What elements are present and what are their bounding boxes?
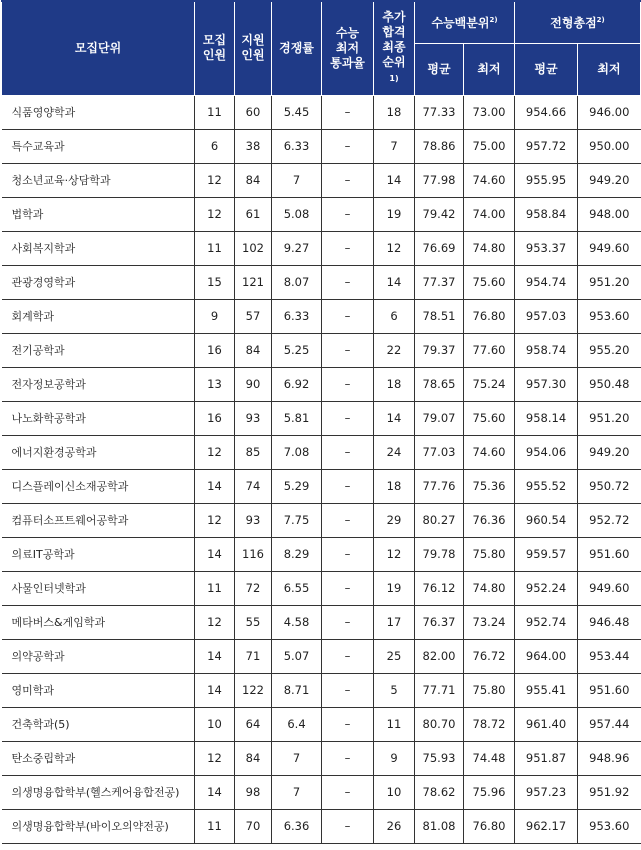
- cell-quota: 12: [195, 197, 235, 231]
- cell-unit-name: 전자정보공학과: [2, 367, 195, 401]
- cell-pct-avg: 76.12: [415, 571, 464, 605]
- cell-quota: 9: [195, 299, 235, 333]
- cell-pct-min: 76.80: [464, 299, 515, 333]
- cell-pct-min: 76.72: [464, 639, 515, 673]
- cell-csat-pass-rate: –: [322, 741, 374, 775]
- cell-extra-rank: 14: [374, 401, 415, 435]
- cell-csat-pass-rate: –: [322, 299, 374, 333]
- table-body: [2, 95, 641, 843]
- cell-quota: 11: [195, 809, 235, 843]
- cell-total-min: 949.60: [578, 571, 641, 605]
- cell-extra-rank: 10: [374, 775, 415, 809]
- cell-applicants: 122: [235, 673, 272, 707]
- cell-ratio: 5.25: [272, 333, 322, 367]
- header-extra-rank: 추가 합격 최종 순위 1): [374, 1, 415, 95]
- cell-pct-avg: 75.93: [415, 741, 464, 775]
- cell-total-avg: 954.06: [515, 435, 578, 469]
- cell-extra-rank: 29: [374, 503, 415, 537]
- cell-quota: 12: [195, 741, 235, 775]
- cell-pct-min: 75.60: [464, 265, 515, 299]
- cell-ratio: 5.08: [272, 197, 322, 231]
- cell-ratio: 5.45: [272, 95, 322, 129]
- header-total-score: 전형총점$^{2)}$: [515, 1, 641, 43]
- header-ratio: 경쟁률: [272, 1, 322, 95]
- cell-quota: 12: [195, 435, 235, 469]
- cell-pct-avg: 77.71: [415, 673, 464, 707]
- cell-total-min: 946.00: [578, 95, 641, 129]
- cell-extra-rank: 11: [374, 707, 415, 741]
- cell-total-avg: 954.66: [515, 95, 578, 129]
- cell-total-avg: 957.30: [515, 367, 578, 401]
- cell-total-avg: 952.24: [515, 571, 578, 605]
- cell-total-min: 953.44: [578, 639, 641, 673]
- cell-csat-pass-rate: –: [322, 673, 374, 707]
- cell-total-avg: 958.14: [515, 401, 578, 435]
- cell-csat-pass-rate: –: [322, 95, 374, 129]
- cell-pct-avg: 82.00: [415, 639, 464, 673]
- cell-quota: 11: [195, 95, 235, 129]
- cell-total-avg: 958.74: [515, 333, 578, 367]
- cell-pct-avg: 77.03: [415, 435, 464, 469]
- cell-unit-name: 의생명융합학부(헬스케어융합전공): [2, 775, 195, 809]
- cell-applicants: 55: [235, 605, 272, 639]
- cell-pct-min: 74.00: [464, 197, 515, 231]
- cell-unit-name: 사회복지학과: [2, 231, 195, 265]
- cell-pct-min: 75.36: [464, 469, 515, 503]
- cell-quota: 6: [195, 129, 235, 163]
- cell-pct-avg: 78.86: [415, 129, 464, 163]
- cell-csat-pass-rate: –: [322, 775, 374, 809]
- cell-ratio: 6.92: [272, 367, 322, 401]
- table-row: [2, 401, 641, 435]
- cell-unit-name: 의약공학과: [2, 639, 195, 673]
- cell-applicants: 57: [235, 299, 272, 333]
- cell-csat-pass-rate: –: [322, 503, 374, 537]
- cell-unit-name: 메타버스&게임학과: [2, 605, 195, 639]
- table-row: [2, 469, 641, 503]
- cell-extra-rank: 12: [374, 231, 415, 265]
- cell-ratio: 6.33: [272, 129, 322, 163]
- cell-extra-rank: 9: [374, 741, 415, 775]
- table-row: [2, 129, 641, 163]
- cell-ratio: 5.29: [272, 469, 322, 503]
- cell-extra-rank: 14: [374, 163, 415, 197]
- cell-total-min: 951.60: [578, 673, 641, 707]
- cell-total-min: 950.00: [578, 129, 641, 163]
- cell-csat-pass-rate: –: [322, 401, 374, 435]
- cell-quota: 14: [195, 639, 235, 673]
- cell-pct-min: 74.80: [464, 231, 515, 265]
- cell-quota: 10: [195, 707, 235, 741]
- cell-unit-name: 사물인터넷학과: [2, 571, 195, 605]
- cell-total-min: 953.60: [578, 299, 641, 333]
- cell-quota: 14: [195, 469, 235, 503]
- header-applicants: 지원 인원: [235, 1, 272, 95]
- cell-applicants: 84: [235, 333, 272, 367]
- cell-total-min: 949.20: [578, 163, 641, 197]
- cell-pct-min: 76.36: [464, 503, 515, 537]
- cell-pct-min: 78.72: [464, 707, 515, 741]
- cell-ratio: 7.08: [272, 435, 322, 469]
- cell-total-min: 955.20: [578, 333, 641, 367]
- cell-pct-min: 74.48: [464, 741, 515, 775]
- table-row: [2, 197, 641, 231]
- table-row: [2, 741, 641, 775]
- cell-total-avg: 962.17: [515, 809, 578, 843]
- cell-extra-rank: 6: [374, 299, 415, 333]
- cell-total-min: 948.96: [578, 741, 641, 775]
- cell-csat-pass-rate: –: [322, 469, 374, 503]
- cell-applicants: 93: [235, 503, 272, 537]
- cell-quota: 11: [195, 231, 235, 265]
- cell-csat-pass-rate: –: [322, 605, 374, 639]
- cell-unit-name: 관광경영학과: [2, 265, 195, 299]
- cell-total-avg: 964.00: [515, 639, 578, 673]
- cell-ratio: 7: [272, 775, 322, 809]
- cell-extra-rank: 19: [374, 197, 415, 231]
- cell-total-min: 950.48: [578, 367, 641, 401]
- cell-applicants: 64: [235, 707, 272, 741]
- cell-unit-name: 나노화학공학과: [2, 401, 195, 435]
- cell-applicants: 116: [235, 537, 272, 571]
- cell-csat-pass-rate: –: [322, 231, 374, 265]
- cell-quota: 12: [195, 163, 235, 197]
- cell-total-avg: 957.72: [515, 129, 578, 163]
- cell-applicants: 84: [235, 741, 272, 775]
- cell-total-avg: 952.74: [515, 605, 578, 639]
- cell-extra-rank: 7: [374, 129, 415, 163]
- cell-applicants: 90: [235, 367, 272, 401]
- cell-total-avg: 957.03: [515, 299, 578, 333]
- cell-extra-rank: 18: [374, 469, 415, 503]
- cell-pct-min: 74.60: [464, 163, 515, 197]
- cell-quota: 14: [195, 673, 235, 707]
- table-row: [2, 775, 641, 809]
- cell-pct-avg: 77.76: [415, 469, 464, 503]
- cell-total-min: 946.48: [578, 605, 641, 639]
- cell-ratio: 7.75: [272, 503, 322, 537]
- cell-applicants: 72: [235, 571, 272, 605]
- cell-ratio: 8.71: [272, 673, 322, 707]
- header-pct-min: 최저: [464, 43, 515, 95]
- cell-applicants: 61: [235, 197, 272, 231]
- cell-extra-rank: 18: [374, 95, 415, 129]
- cell-pct-avg: 77.98: [415, 163, 464, 197]
- table-row: [2, 265, 641, 299]
- cell-pct-min: 74.80: [464, 571, 515, 605]
- cell-csat-pass-rate: –: [322, 537, 374, 571]
- cell-total-min: 952.72: [578, 503, 641, 537]
- cell-quota: 13: [195, 367, 235, 401]
- cell-total-avg: 953.37: [515, 231, 578, 265]
- cell-pct-avg: 81.08: [415, 809, 464, 843]
- cell-ratio: 5.81: [272, 401, 322, 435]
- cell-quota: 11: [195, 571, 235, 605]
- cell-csat-pass-rate: –: [322, 129, 374, 163]
- cell-applicants: 93: [235, 401, 272, 435]
- cell-total-avg: 954.74: [515, 265, 578, 299]
- cell-pct-avg: 79.07: [415, 401, 464, 435]
- cell-total-avg: 955.41: [515, 673, 578, 707]
- cell-total-avg: 951.87: [515, 741, 578, 775]
- cell-total-min: 951.60: [578, 537, 641, 571]
- cell-total-min: 949.60: [578, 231, 641, 265]
- cell-extra-rank: 25: [374, 639, 415, 673]
- cell-extra-rank: 5: [374, 673, 415, 707]
- cell-csat-pass-rate: –: [322, 333, 374, 367]
- header-pct-avg: 평균: [415, 43, 464, 95]
- cell-ratio: 6.4: [272, 707, 322, 741]
- table-row: [2, 707, 641, 741]
- cell-applicants: 74: [235, 469, 272, 503]
- header-csat-pass: 수능 최저 통과율: [322, 1, 374, 95]
- cell-csat-pass-rate: –: [322, 571, 374, 605]
- cell-pct-avg: 79.37: [415, 333, 464, 367]
- cell-applicants: 98: [235, 775, 272, 809]
- cell-pct-avg: 80.27: [415, 503, 464, 537]
- cell-total-min: 949.20: [578, 435, 641, 469]
- cell-total-avg: 957.23: [515, 775, 578, 809]
- cell-quota: 16: [195, 333, 235, 367]
- cell-ratio: 6.55: [272, 571, 322, 605]
- cell-csat-pass-rate: –: [322, 809, 374, 843]
- cell-applicants: 121: [235, 265, 272, 299]
- cell-pct-avg: 77.37: [415, 265, 464, 299]
- cell-unit-name: 컴퓨터소프트웨어공학과: [2, 503, 195, 537]
- cell-total-avg: 955.52: [515, 469, 578, 503]
- cell-ratio: 6.36: [272, 809, 322, 843]
- cell-extra-rank: 12: [374, 537, 415, 571]
- cell-extra-rank: 19: [374, 571, 415, 605]
- cell-pct-min: 77.60: [464, 333, 515, 367]
- cell-csat-pass-rate: –: [322, 265, 374, 299]
- cell-ratio: 4.58: [272, 605, 322, 639]
- cell-ratio: 8.07: [272, 265, 322, 299]
- cell-quota: 14: [195, 537, 235, 571]
- cell-total-min: 951.92: [578, 775, 641, 809]
- cell-unit-name: 에너지환경공학과: [2, 435, 195, 469]
- cell-pct-min: 75.80: [464, 673, 515, 707]
- cell-csat-pass-rate: –: [322, 435, 374, 469]
- table-row: [2, 571, 641, 605]
- cell-quota: 15: [195, 265, 235, 299]
- cell-total-min: 951.20: [578, 265, 641, 299]
- cell-unit-name: 디스플레이신소재공학과: [2, 469, 195, 503]
- cell-ratio: 7: [272, 741, 322, 775]
- cell-unit-name: 식품영양학과: [2, 95, 195, 129]
- cell-unit-name: 의생명융합학부(바이오의약전공): [2, 809, 195, 843]
- cell-total-avg: 960.54: [515, 503, 578, 537]
- cell-quota: 12: [195, 503, 235, 537]
- header-csat-percentile: 수능백분위$^{2)}$: [415, 1, 515, 43]
- header-unit: 모집단위: [2, 1, 195, 95]
- table-row: [2, 95, 641, 129]
- cell-pct-min: 74.60: [464, 435, 515, 469]
- cell-total-avg: 958.84: [515, 197, 578, 231]
- cell-quota: 16: [195, 401, 235, 435]
- cell-pct-avg: 78.65: [415, 367, 464, 401]
- cell-extra-rank: 17: [374, 605, 415, 639]
- table-row: [2, 333, 641, 367]
- table-row: [2, 809, 641, 843]
- cell-pct-min: 73.24: [464, 605, 515, 639]
- table-row: [2, 605, 641, 639]
- cell-total-min: 951.20: [578, 401, 641, 435]
- cell-pct-avg: 80.70: [415, 707, 464, 741]
- cell-pct-avg: 79.78: [415, 537, 464, 571]
- admissions-table: [1, 0, 641, 844]
- header-quota: 모집 인원: [195, 1, 235, 95]
- cell-extra-rank: 18: [374, 367, 415, 401]
- cell-unit-name: 회계학과: [2, 299, 195, 333]
- cell-total-min: 948.00: [578, 197, 641, 231]
- cell-csat-pass-rate: –: [322, 197, 374, 231]
- cell-unit-name: 탄소중립학과: [2, 741, 195, 775]
- cell-extra-rank: 22: [374, 333, 415, 367]
- cell-total-avg: 961.40: [515, 707, 578, 741]
- cell-pct-min: 75.00: [464, 129, 515, 163]
- cell-extra-rank: 26: [374, 809, 415, 843]
- cell-applicants: 71: [235, 639, 272, 673]
- table-row: [2, 673, 641, 707]
- header-total-avg: 평균: [515, 43, 578, 95]
- cell-total-min: 953.60: [578, 809, 641, 843]
- cell-unit-name: 건축학과(5): [2, 707, 195, 741]
- cell-unit-name: 영미학과: [2, 673, 195, 707]
- cell-applicants: 70: [235, 809, 272, 843]
- cell-csat-pass-rate: –: [322, 367, 374, 401]
- cell-pct-min: 75.96: [464, 775, 515, 809]
- cell-applicants: 84: [235, 163, 272, 197]
- cell-pct-avg: 78.62: [415, 775, 464, 809]
- cell-total-avg: 955.95: [515, 163, 578, 197]
- cell-csat-pass-rate: –: [322, 639, 374, 673]
- cell-ratio: 5.07: [272, 639, 322, 673]
- table-row: [2, 435, 641, 469]
- table-row: [2, 163, 641, 197]
- cell-pct-avg: 78.51: [415, 299, 464, 333]
- cell-ratio: 7: [272, 163, 322, 197]
- header-total-min: 최저: [578, 43, 641, 95]
- cell-total-min: 957.44: [578, 707, 641, 741]
- cell-applicants: 102: [235, 231, 272, 265]
- cell-pct-avg: 79.42: [415, 197, 464, 231]
- cell-csat-pass-rate: –: [322, 707, 374, 741]
- table-row: [2, 537, 641, 571]
- cell-total-avg: 959.57: [515, 537, 578, 571]
- cell-pct-min: 76.80: [464, 809, 515, 843]
- cell-unit-name: 청소년교육·상담학과: [2, 163, 195, 197]
- cell-pct-avg: 77.33: [415, 95, 464, 129]
- cell-applicants: 85: [235, 435, 272, 469]
- cell-applicants: 60: [235, 95, 272, 129]
- cell-pct-min: 75.80: [464, 537, 515, 571]
- cell-pct-min: 73.00: [464, 95, 515, 129]
- cell-unit-name: 법학과: [2, 197, 195, 231]
- cell-pct-min: 75.60: [464, 401, 515, 435]
- cell-unit-name: 의료IT공학과: [2, 537, 195, 571]
- cell-pct-avg: 76.37: [415, 605, 464, 639]
- cell-extra-rank: 24: [374, 435, 415, 469]
- cell-quota: 14: [195, 775, 235, 809]
- cell-unit-name: 전기공학과: [2, 333, 195, 367]
- cell-ratio: 6.33: [272, 299, 322, 333]
- cell-pct-min: 75.24: [464, 367, 515, 401]
- cell-unit-name: 특수교육과: [2, 129, 195, 163]
- cell-ratio: 9.27: [272, 231, 322, 265]
- table-row: [2, 299, 641, 333]
- cell-applicants: 38: [235, 129, 272, 163]
- table-row: [2, 367, 641, 401]
- cell-total-min: 950.72: [578, 469, 641, 503]
- cell-extra-rank: 14: [374, 265, 415, 299]
- cell-ratio: 8.29: [272, 537, 322, 571]
- table-row: [2, 639, 641, 673]
- cell-csat-pass-rate: –: [322, 163, 374, 197]
- cell-quota: 12: [195, 605, 235, 639]
- table-row: [2, 231, 641, 265]
- cell-pct-avg: 76.69: [415, 231, 464, 265]
- table-row: [2, 503, 641, 537]
- table-header: [2, 1, 641, 95]
